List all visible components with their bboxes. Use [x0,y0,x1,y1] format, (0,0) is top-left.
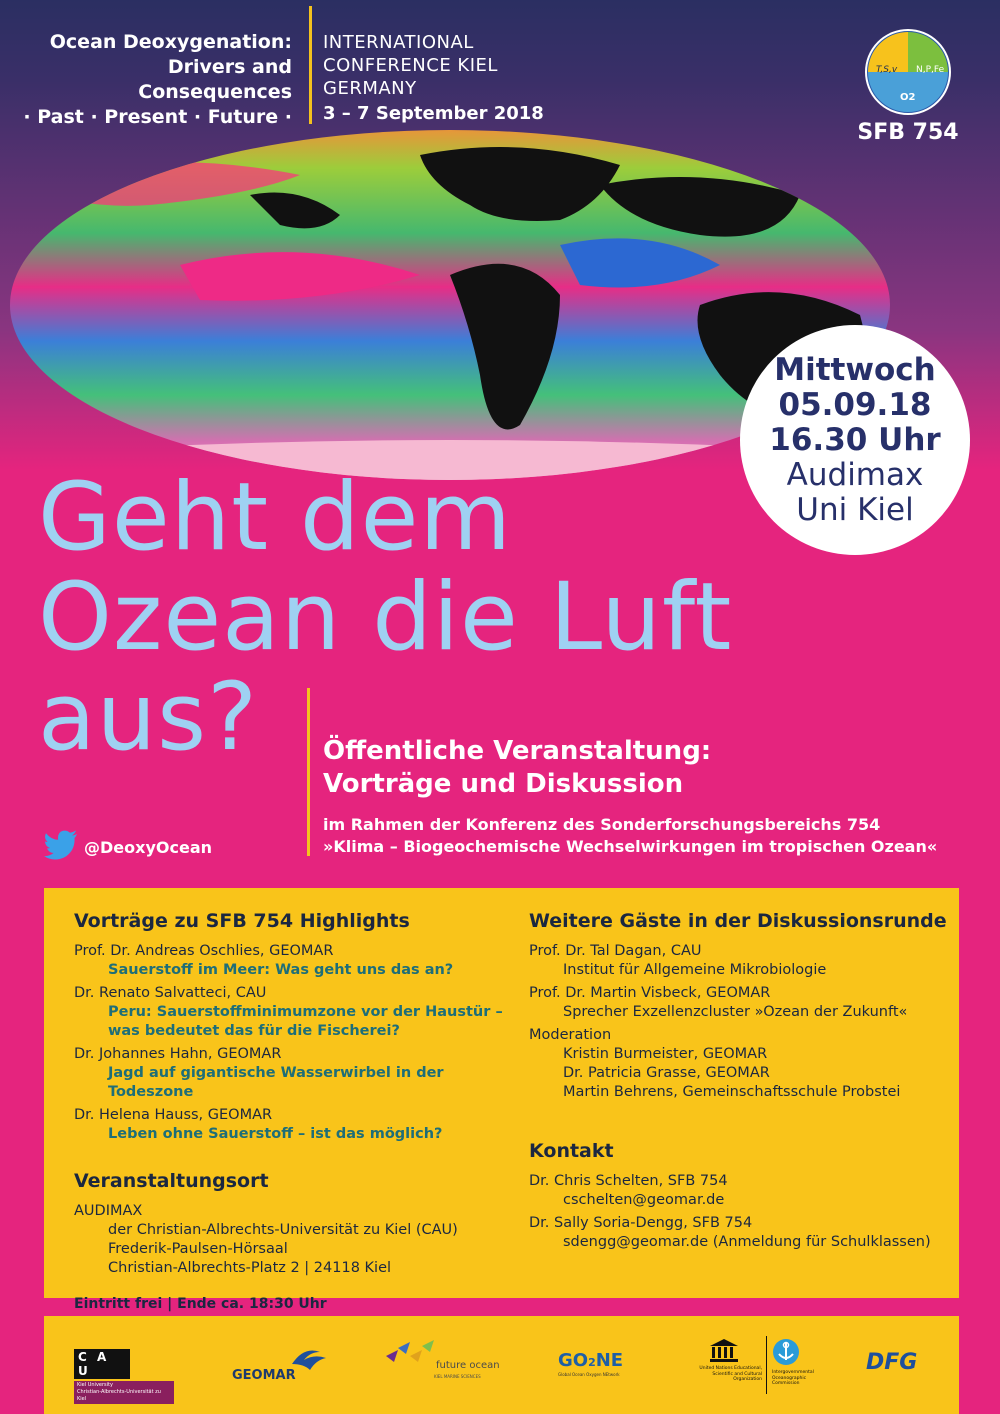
talk-topic: Peru: Sauerstoffminimumzone vor der Haustür – [108,1004,503,1020]
conference-location-line: CONFERENCE KIEL [323,55,498,76]
event-context-line: im Rahmen der Konferenz des Sonderforschungsbereichs 754 [323,815,881,834]
event-type-heading [323,735,711,801]
sfb-logo-o2: O2 [900,92,916,103]
talk-speaker: Prof. Dr. Andreas Oschlies, GEOMAR [74,943,334,959]
talk-speaker: Dr. Johannes Hahn, GEOMAR [74,1046,282,1062]
venue-title: Veranstaltungsort [74,1170,269,1192]
event-time: 16.30 Uhr [769,421,941,458]
conference-title-line: Drivers and Consequences [138,56,292,103]
venue-name: AUDIMAX [74,1203,143,1219]
talk-item [74,1106,504,1144]
sfb-logo-tsv: T,S,v [876,65,898,75]
guest-name: Prof. Dr. Martin Visbeck, GEOMAR [529,985,771,1001]
header-divider [309,6,312,124]
future-ocean-logo [384,1338,504,1379]
moderation-label: Moderation [529,1027,612,1043]
talk-topic-continued: was bedeutet das für die Fischerei? [108,1023,400,1039]
geomar-text: GEOMAR [232,1368,296,1383]
go2ne-logo [558,1350,623,1377]
event-type-line: Vorträge und Diskussion [323,769,684,799]
moderator-name: Dr. Patricia Grasse, GEOMAR [563,1065,770,1081]
contact-title: Kontakt [529,1140,614,1162]
conference-dates: 3 – 7 September 2018 [323,103,544,124]
event-type-line: Öffentliche Veranstaltung: [323,736,712,766]
future-ocean-text: future ocean [436,1360,500,1371]
event-place-city: Uni Kiel [796,491,914,528]
talks-title: Vorträge zu SFB 754 Highlights [74,910,410,932]
info-left-column [74,910,504,1312]
main-title [38,463,798,772]
subtitle-divider [307,688,310,856]
guest-detail: Sprecher Exzellenzcluster »Ozean der Zukunft« [563,1004,908,1020]
conference-location-line: GERMANY [323,78,417,99]
entry-info: Eintritt frei | Ende ca. 18:30 Uhr [74,1296,327,1312]
sfb-label: SFB 754 [857,120,959,145]
event-context-line: »Klima – Biogeochemische Wechselwirkungen im tropischen Ozean« [323,837,938,856]
guests-title: Weitere Gäste in der Diskussionsrunde [529,910,947,932]
talk-item [74,1045,504,1102]
ioc-text: Intergovernmental Oceanographic Commission [772,1370,814,1386]
dfg-logo: DFG [866,1350,918,1375]
event-date: 05.09.18 [778,386,932,423]
talk-item [74,984,504,1041]
venue-address: Christian-Albrechts-Platz 2 | 24118 Kiel [108,1260,392,1276]
cau-text [74,1381,174,1404]
logo-separator [766,1336,767,1394]
talk-topic: Jagd auf gigantische Wasserwirbel in der Todeszone [108,1065,444,1100]
sfb-logo-npfe: N,P,Fe [916,65,945,75]
talk-topic: Leben ohne Sauerstoff – ist das möglich? [108,1126,443,1142]
go2ne-text-end: NE [595,1350,624,1371]
main-title-line: Ozean die Luft [38,563,733,672]
contact-name: Dr. Sally Soria-Dengg, SFB 754 [529,1215,753,1231]
event-place: Audimax [786,456,924,493]
ioc-logo [772,1338,832,1387]
future-ocean-mark-icon [384,1338,440,1368]
twitter-handle[interactable]: @DeoxyOcean [84,838,212,857]
contact-email[interactable]: cschelten@geomar.de [563,1192,725,1208]
go2ne-subscript: 2 [588,1356,596,1369]
info-box [44,888,959,1312]
talk-item [74,942,504,980]
guest-detail: Institut für Allgemeine Mikrobiologie [563,962,827,978]
talk-topic: Sauerstoff im Meer: Was geht uns das an? [108,962,454,978]
info-right-column [529,910,949,1252]
go2ne-tagline: Global Ocean Oxygen NEtwork [558,1372,620,1377]
conference-location [323,31,544,125]
conference-title-line: Ocean Deoxygenation: [49,31,292,53]
future-ocean-subtext: KIEL MARINE SCIENCES [434,1374,481,1379]
unesco-logo [684,1338,764,1383]
go2ne-text: GO [558,1350,589,1371]
main-title-line: Geht dem [38,463,513,572]
main-title-line: aus? [38,663,259,772]
unesco-temple-icon [709,1338,739,1362]
moderator-name: Kristin Burmeister, GEOMAR [563,1046,768,1062]
cau-logo [74,1349,174,1404]
venue-line: der Christian-Albrechts-Universität zu Kiel (CAU) [108,1222,458,1238]
event-day: Mittwoch [774,351,936,388]
cau-letters: C A U [74,1349,130,1379]
partner-logo-bar [44,1316,959,1414]
ioc-globe-icon [772,1338,800,1366]
contact-email[interactable]: sdengg@geomar.de (Anmeldung für Schulklassen) [563,1234,931,1250]
venue-line: Frederik-Paulsen-Hörsaal [108,1241,288,1257]
sfb-754-logo [860,28,956,116]
conference-title-line: · Past · Present · Future · [23,106,292,128]
cau-text-line: Kiel University [77,1382,113,1388]
twitter-bird-icon[interactable] [44,830,78,860]
contact-name: Dr. Chris Schelten, SFB 754 [529,1173,728,1189]
talk-speaker: Dr. Renato Salvatteci, CAU [74,985,267,1001]
unesco-text: United Nations Educational, Scientific and Cultural Organization [699,1366,762,1382]
guest-name: Prof. Dr. Tal Dagan, CAU [529,943,702,959]
event-context [323,814,937,858]
cau-text-line: Christian-Albrechts-Universität zu Kiel [77,1389,161,1402]
geomar-wave-icon [290,1344,330,1374]
conference-title [20,30,292,130]
moderator-name: Martin Behrens, Gemeinschaftsschule Probstei [563,1084,901,1100]
talk-speaker: Dr. Helena Hauss, GEOMAR [74,1107,273,1123]
conference-location-line: INTERNATIONAL [323,32,474,53]
